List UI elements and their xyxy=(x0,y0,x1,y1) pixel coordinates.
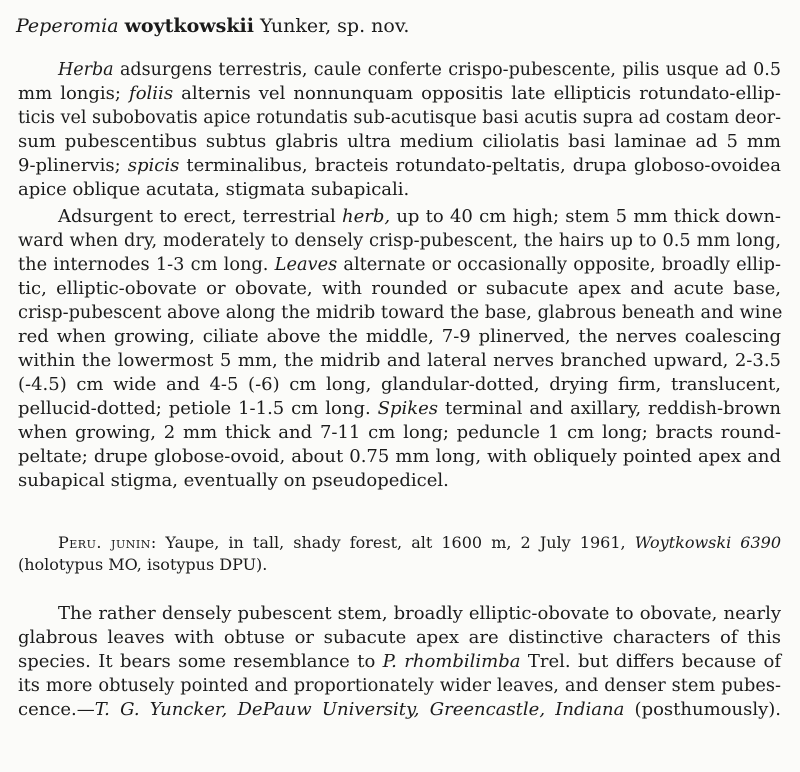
english-line: red when growing, ciliate above the middle, 7-9 plinerved, the nerves coalescing xyxy=(18,326,781,347)
collector: Woytkowski 6390 xyxy=(634,533,782,552)
english-line: pellucid-dotted; petiole 1-1.5 cm long. Spikes terminal and axillary, reddish-brown xyxy=(18,398,781,419)
english-line: the internodes 1-3 cm long. Leaves alternate or occasionally opposite, broadly ellip- xyxy=(18,255,781,275)
latin-line: mm longis; foliis alternis vel nonnunquam oppositis late ellipticis rotundato-ellip- xyxy=(18,83,781,104)
english-line: Adsurgent to erect, terrestrial herb, up to 40 cm high; stem 5 mm thick down- xyxy=(58,206,781,227)
citation-line: (holotypus MO, isotypus DPU). xyxy=(18,555,268,574)
discussion-line: The rather densely pubescent stem, broadly elliptic-obovate to obovate, nearly xyxy=(58,603,781,624)
discussion-line: species. It bears some resemblance to P. rhombilimba Trel. but differs because of xyxy=(18,651,782,672)
english-line: within the lowermost 5 mm, the midrib and lateral nerves branched upward, 2-3.5 xyxy=(18,350,781,371)
species-heading xyxy=(16,14,409,38)
citation-line: Peru. junin: Yaupe, in tall, shady forest, alt 1600 m, 2 July 1961, Woytkowski 6390 xyxy=(58,533,782,552)
english-line: subapical stigma, eventually on pseudopedicel. xyxy=(18,470,449,491)
department: junin xyxy=(111,533,151,552)
discussion-line: cence.—T. G. Yuncker, DePauw University, Greencastle, Indiana (posthumously). xyxy=(18,699,781,720)
english-line: (-4.5) cm wide and 4-5 (-6) cm long, glandular-dotted, drying firm, translucent, xyxy=(18,374,781,395)
country: Peru. xyxy=(58,533,102,552)
latin-line: sum pubescentibus subtus glabris ultra medium ciliolatis basi laminae ad 5 mm xyxy=(18,131,781,152)
discussion-line: its more obtusely pointed and proportionately wider leaves, and denser stem pubes- xyxy=(18,676,781,696)
genus-name: Peperomia xyxy=(16,15,119,37)
english-line: tic, elliptic-obovate or obovate, with rounded or subacute apex and acute base, xyxy=(18,278,781,299)
latin-line: 9-plinervis; spicis terminalibus, bracteis rotundato-peltatis, drupa globoso-ovoidea xyxy=(18,155,781,176)
species-epithet: woytkowskii xyxy=(124,15,254,37)
english-line: when growing, 2 mm thick and 7-11 cm long; peduncle 1 cm long; bracts round- xyxy=(18,422,781,443)
english-line: crisp-pubescent above along the midrib toward the base, glabrous beneath and wine xyxy=(18,303,783,323)
english-line: peltate; drupe globose-ovoid, about 0.75 mm long, with obliquely pointed apex and xyxy=(18,446,781,467)
english-line: ward when dry, moderately to densely crisp-pubescent, the hairs up to 0.5 mm long, xyxy=(18,231,781,251)
author-affiliation: T. G. Yuncker, DePauw University, Greencastle, Indiana xyxy=(94,699,625,720)
latin-line: ticis vel subobovatis apice rotundatis sub-acutisque basi acutis supra ad costam deor- xyxy=(18,108,782,128)
discussion-line: glabrous leaves with obtuse or subacute apex are distinctive characters of this xyxy=(18,627,781,648)
latin-line: apice oblique acutata, stigmata subapicali. xyxy=(18,179,410,200)
species-author: Yunker, sp. nov. xyxy=(259,15,410,37)
latin-line: Herba adsurgens terrestris, caule conferte crispo-pubescente, pilis usque ad 0.5 xyxy=(58,60,781,80)
